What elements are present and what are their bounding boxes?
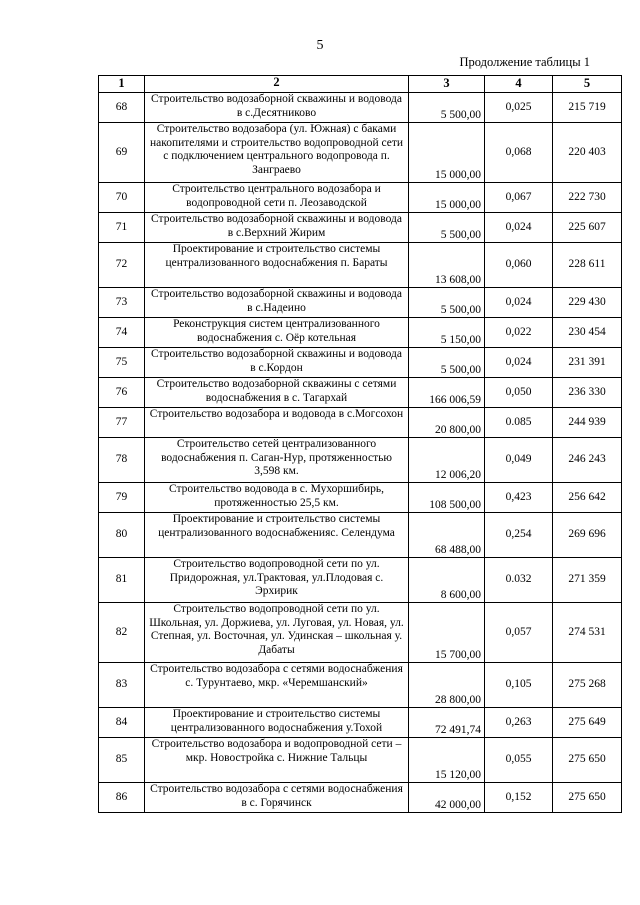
table-row (99, 183, 622, 213)
table-row (99, 378, 622, 408)
row-cost: 13 608,00 (409, 243, 485, 288)
row-ratio: 0,152 (485, 783, 553, 813)
row-description: Строительство центрального водозабора и водопроводной сети п. Леозаводской (145, 183, 409, 213)
row-cost: 15 700,00 (409, 603, 485, 663)
table-row (99, 243, 622, 288)
table-row (99, 603, 622, 663)
table-row (99, 93, 622, 123)
row-number: 73 (99, 288, 145, 318)
row-number: 82 (99, 603, 145, 663)
row-total: 275 268 (553, 663, 622, 708)
row-ratio: 0,263 (485, 708, 553, 738)
row-ratio: 0,423 (485, 483, 553, 513)
table-row (99, 513, 622, 558)
row-description: Реконструкция систем централизованного водоснабжения с. Оёр котельная (145, 318, 409, 348)
row-ratio: 0.032 (485, 558, 553, 603)
row-total: 271 359 (553, 558, 622, 603)
row-cost: 5 150,00 (409, 318, 485, 348)
row-ratio: 0.085 (485, 408, 553, 438)
row-ratio: 0,024 (485, 288, 553, 318)
row-ratio: 0,024 (485, 348, 553, 378)
row-total: 275 649 (553, 708, 622, 738)
row-cost: 5 500,00 (409, 213, 485, 243)
row-total: 274 531 (553, 603, 622, 663)
table-row (99, 213, 622, 243)
row-ratio: 0,057 (485, 603, 553, 663)
row-description: Проектирование и строительство системы централизованного водоснабжения п. Бараты (145, 243, 409, 288)
table-header-row (99, 76, 622, 93)
row-number: 85 (99, 738, 145, 783)
row-total: 275 650 (553, 738, 622, 783)
row-cost: 28 800,00 (409, 663, 485, 708)
row-number: 77 (99, 408, 145, 438)
row-cost: 68 488,00 (409, 513, 485, 558)
row-ratio: 0,055 (485, 738, 553, 783)
column-header: 4 (485, 76, 553, 93)
column-header: 3 (409, 76, 485, 93)
row-total: 215 719 (553, 93, 622, 123)
row-description: Строительство сетей централизованного водоснабжения п. Саган-Нур, протяженностью 3,598 км. (145, 438, 409, 483)
table-row (99, 558, 622, 603)
row-cost: 12 006,20 (409, 438, 485, 483)
row-description: Строительство водопроводной сети по ул. Придорожная, ул.Трактовая, ул.Плодовая с. Эрхирик (145, 558, 409, 603)
row-number: 80 (99, 513, 145, 558)
row-ratio: 0,049 (485, 438, 553, 483)
row-total: 228 611 (553, 243, 622, 288)
row-number: 74 (99, 318, 145, 348)
row-cost: 5 500,00 (409, 93, 485, 123)
row-cost: 108 500,00 (409, 483, 485, 513)
row-cost: 15 000,00 (409, 183, 485, 213)
row-cost: 20 800,00 (409, 408, 485, 438)
row-ratio: 0,024 (485, 213, 553, 243)
row-ratio: 0,105 (485, 663, 553, 708)
column-header: 5 (553, 76, 622, 93)
row-total: 256 642 (553, 483, 622, 513)
row-total: 230 454 (553, 318, 622, 348)
row-number: 68 (99, 93, 145, 123)
table-row (99, 783, 622, 813)
row-total: 236 330 (553, 378, 622, 408)
row-ratio: 0,022 (485, 318, 553, 348)
row-total: 229 430 (553, 288, 622, 318)
row-total: 244 939 (553, 408, 622, 438)
row-number: 84 (99, 708, 145, 738)
row-cost: 5 500,00 (409, 348, 485, 378)
table-row (99, 663, 622, 708)
row-number: 86 (99, 783, 145, 813)
row-description: Строительство водозабора (ул. Южная) с баками накопителями и строительство водопроводной сети с подключением центрального водопровода п. Занграево (145, 123, 409, 183)
row-number: 81 (99, 558, 145, 603)
row-number: 69 (99, 123, 145, 183)
row-number: 72 (99, 243, 145, 288)
table-row (99, 438, 622, 483)
row-number: 83 (99, 663, 145, 708)
table-row (99, 483, 622, 513)
row-number: 76 (99, 378, 145, 408)
row-description: Строительство водозаборной скважины и водовода в с.Десятниково (145, 93, 409, 123)
row-description: Строительство водозабора с сетями водоснабжения с. Турунтаево, мкр. «Черемшанский» (145, 663, 409, 708)
table-row (99, 738, 622, 783)
table-row (99, 348, 622, 378)
row-cost: 8 600,00 (409, 558, 485, 603)
row-total: 231 391 (553, 348, 622, 378)
table-row (99, 318, 622, 348)
row-description: Проектирование и строительство системы централизованного водоснабженияс. Селендума (145, 513, 409, 558)
row-number: 70 (99, 183, 145, 213)
row-total: 225 607 (553, 213, 622, 243)
row-total: 222 730 (553, 183, 622, 213)
column-header: 1 (99, 76, 145, 93)
row-cost: 166 006,59 (409, 378, 485, 408)
row-description: Строительство водозаборной скважины с сетями водоснабжения в с. Тагархай (145, 378, 409, 408)
row-cost: 72 491,74 (409, 708, 485, 738)
row-cost: 15 120,00 (409, 738, 485, 783)
row-cost: 42 000,00 (409, 783, 485, 813)
row-total: 275 650 (553, 783, 622, 813)
row-ratio: 0,254 (485, 513, 553, 558)
row-description: Строительство водозабора и водовода в с.Могсохон (145, 408, 409, 438)
row-total: 269 696 (553, 513, 622, 558)
row-ratio: 0,050 (485, 378, 553, 408)
row-description: Строительство водовода в с. Мухоршибирь, протяженностью 25,5 км. (145, 483, 409, 513)
row-number: 79 (99, 483, 145, 513)
row-number: 78 (99, 438, 145, 483)
row-ratio: 0,068 (485, 123, 553, 183)
row-description: Строительство водозаборной скважины и водовода в с.Кордон (145, 348, 409, 378)
row-ratio: 0,060 (485, 243, 553, 288)
row-description: Строительство водозабора и водопроводной сети – мкр. Новостройка с. Нижние Тальцы (145, 738, 409, 783)
row-description: Строительство водопроводной сети по ул. Школьная, ул. Доржиева, ул. Луговая, ул. Новая, ул. Степная, ул. Восточная, ул. Удинская – школьная у. Дабаты (145, 603, 409, 663)
page-number: 5 (316, 38, 324, 53)
row-total: 246 243 (553, 438, 622, 483)
row-description: Проектирование и строительство системы централизованного водоснабжения у.Тохой (145, 708, 409, 738)
table-continuation-label: Продолжение таблицы 1 (459, 55, 590, 69)
table-row (99, 708, 622, 738)
row-number: 75 (99, 348, 145, 378)
row-description: Строительство водозаборной скважины и водовода в с.Надеино (145, 288, 409, 318)
row-cost: 5 500,00 (409, 288, 485, 318)
row-number: 71 (99, 213, 145, 243)
row-cost: 15 000,00 (409, 123, 485, 183)
row-ratio: 0,025 (485, 93, 553, 123)
row-description: Строительство водозаборной скважины и водовода в с.Верхний Жирим (145, 213, 409, 243)
row-description: Строительство водозабора с сетями водоснабжения в с. Горячинск (145, 783, 409, 813)
column-header: 2 (145, 76, 409, 93)
table-row (99, 288, 622, 318)
table-row (99, 408, 622, 438)
row-ratio: 0,067 (485, 183, 553, 213)
table-row (99, 123, 622, 183)
data-table (98, 75, 622, 813)
row-total: 220 403 (553, 123, 622, 183)
